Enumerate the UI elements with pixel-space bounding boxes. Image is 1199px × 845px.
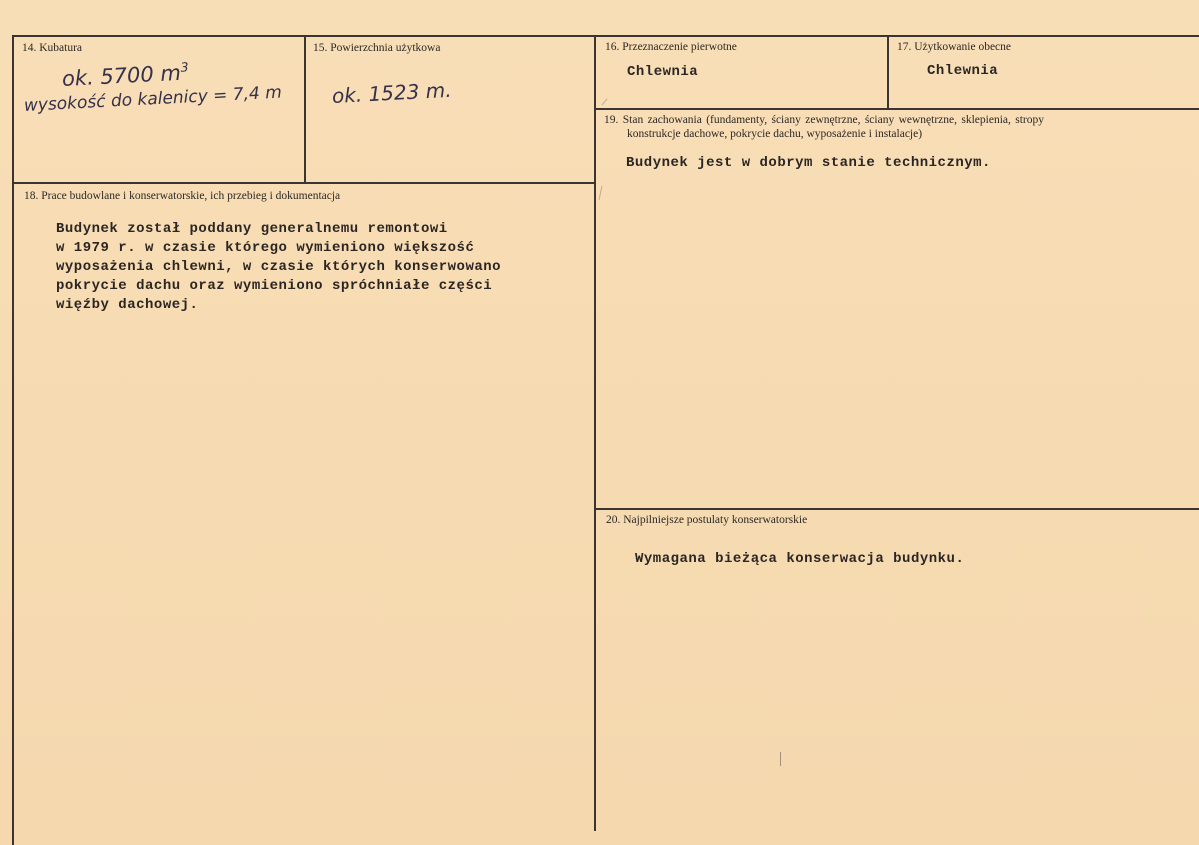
divider-14-15 — [304, 36, 306, 182]
field-18-text — [56, 220, 501, 315]
field-17-label: 17. Użytkowanie obecne — [897, 41, 1012, 53]
field-18-line: pokrycie dachu oraz wymieniono spróchniałe części — [56, 278, 493, 294]
field-14-label: 14. Kubatura — [22, 42, 83, 54]
field-18-line: wyposażenia chlewni, w czasie których konserwowano — [56, 259, 502, 275]
divider-row-19 — [595, 108, 1199, 110]
field-16-value: Chlewnia — [627, 64, 699, 80]
field-18-line: więźby dachowej. — [56, 297, 199, 313]
field-20-value: Wymagana bieżąca konserwacja budynku. — [635, 551, 965, 567]
field-20-label: 20. Najpilniejsze postulaty konserwatorskie — [606, 514, 808, 526]
field-14-volume-handwritten: ok. 5700 $m^3$ — [61, 59, 189, 91]
field-18-line: Budynek został poddany generalnemu remontowi — [56, 221, 448, 237]
pencil-tick — [602, 99, 608, 106]
divider-16-17 — [887, 36, 889, 108]
divider-row-20 — [595, 508, 1199, 510]
left-border — [12, 35, 14, 845]
divider-main-vertical — [594, 36, 596, 831]
field-19-label-line1: 19. Stan zachowania (fundamenty, ściany zewnętrzne, ściany wewnętrzne, sklepienia, stropy — [604, 114, 1045, 126]
top-border — [12, 35, 1199, 37]
pencil-tick — [780, 752, 781, 766]
field-19-value: Budynek jest w dobrym stanie technicznym. — [626, 155, 991, 171]
field-14-height-handwritten: wysokość do kalenicy = 7,4 m — [23, 82, 283, 116]
field-18-line: w 1979 r. w czasie którego wymieniono większość — [56, 240, 475, 256]
divider-row-18 — [13, 182, 595, 184]
field-19-label-line2: konstrukcje dachowe, pokrycie dachu, wyposażenie i instalacje) — [627, 128, 923, 140]
pencil-tick — [599, 186, 603, 200]
field-15-area-handwritten: ok. 1523 m. — [331, 77, 453, 108]
field-15-label: 15. Powierzchnia użytkowa — [313, 42, 441, 54]
field-17-value: Chlewnia — [927, 63, 999, 79]
field-18-label: 18. Prace budowlane i konserwatorskie, ich przebieg i dokumentacja — [24, 190, 341, 202]
field-16-label: 16. Przeznaczenie pierwotne — [605, 41, 737, 53]
